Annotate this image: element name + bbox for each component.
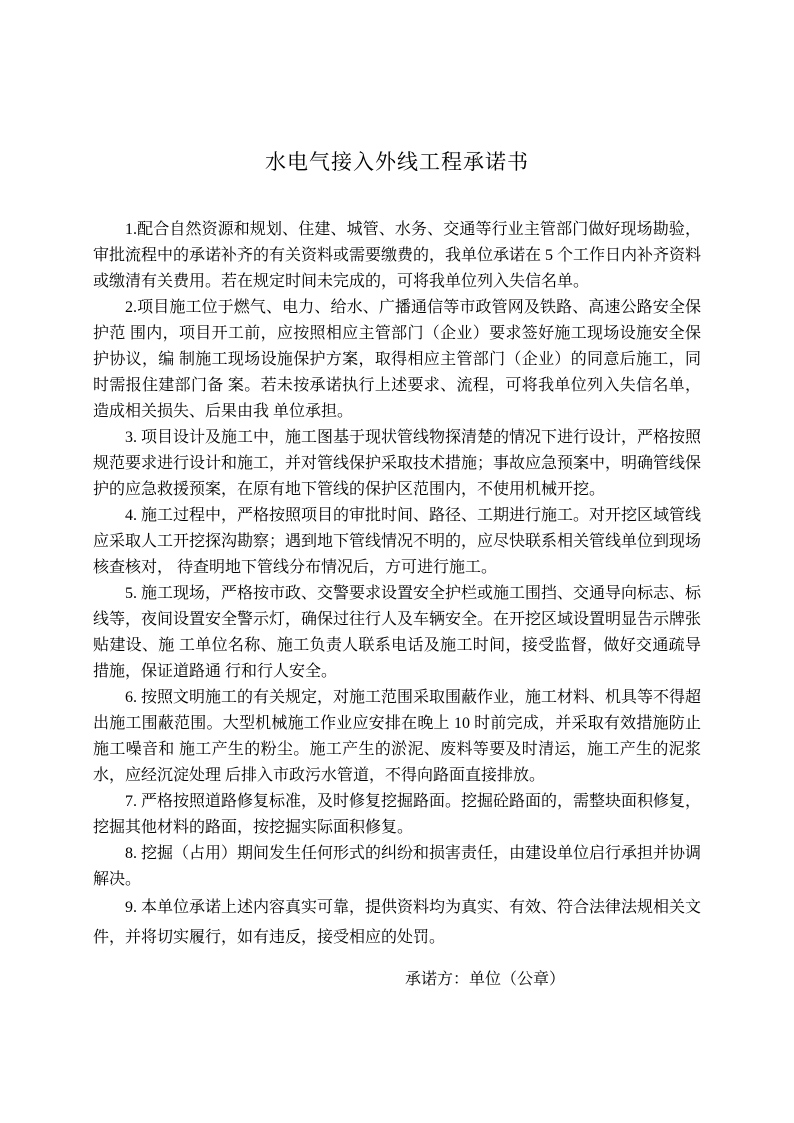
signature-line: 承诺方：单位（公章） [405,971,566,988]
paragraph-7: 7. 严格按照道路修复标准，及时修复挖掘路面。挖掘砼路面的，需整块面积修复，挖掘其他材料的路面，按挖掘实际面积修复。 [93,793,702,836]
paragraph-5: 5. 施工现场，严格按市政、交警要求设置安全护栏或施工围挡、交通导向标志、标线等，夜间设置安全警示灯，确保过往行人及车辆安全。在开挖区域设置明显告示牌张贴建设、施 工单位名称、施工负责人联系电话及施工时间，接受监督，做好交通疏导措施，保证道路通 行和行人安全。 [93,585,702,680]
paragraph-6: 6. 按照文明施工的有关规定，对施工范围采取围蔽作业，施工材料、机具等不得超出施工围蔽范围。大型机械施工作业应安排在晚上 10 时前完成，并采取有效措施防止施工噪音和 施工产生的粉尘。施工产生的淤泥、废料等要及时清运，施工产生的泥浆水，应经沉淀处理 后排入市政污水管道，不得向路面直接排放。 [93,689,702,784]
paragraph-2: 2.项目施工位于燃气、电力、给水、广播通信等市政管网及铁路、高速公路安全保护范 围内，项目开工前，应按照相应主管部门（企业）要求签好施工现场设施安全保护协议，编 制施工现场设施保护方案，取得相应主管部门（企业）的同意后施工，同时需报住建部门备 案。若未按承诺执行上述要求、流程，可将我单位列入失信名单，造成相关损失、后果由我 单位承担。 [93,299,701,420]
document-content [93,148,701,993]
paragraph-8: 8. 挖掘（占用）期间发生任何形式的纠纷和损害责任，由建设单位启行承担并协调解决。 [93,845,702,888]
paragraph-4: 4. 施工过程中，严格按照项目的审批时间、路径、工期进行施工。对开挖区域管线应采取人工开挖探沟勘察；遇到地下管线情况不明的，应尽快联系相关管线单位到现场核查核对， 待查明地下管线分布情况后，方可进行施工。 [93,507,702,576]
paragraph-9: 9. 本单位承诺上述内容真实可靠，提供资料均为真实、有效、符合法律法规相关文件，并将切实履行，如有违反，接受相应的处罚。 [93,899,702,946]
paragraph-3: 3. 项目设计及施工中，施工图基于现状管线物探清楚的情况下进行设计，严格按照规范要求进行设计和施工，并对管线保护采取技术措施；事故应急预案中，明确管线保护的应急救援预案，在原有地下管线的保护区范围内，不使用机械开挖。 [93,429,702,498]
paragraph-1: 1.配合自然资源和规划、住建、城管、水务、交通等行业主管部门做好现场勘验，审批流程中的承诺补齐的有关资料或需要缴费的，我单位承诺在 5 个工作日内补齐资料或缴清有关费用。若在规定时间未完成的，可将我单位列入失信名单。 [93,221,702,290]
document-title: 水电气接入外线工程承诺书 [265,150,529,174]
